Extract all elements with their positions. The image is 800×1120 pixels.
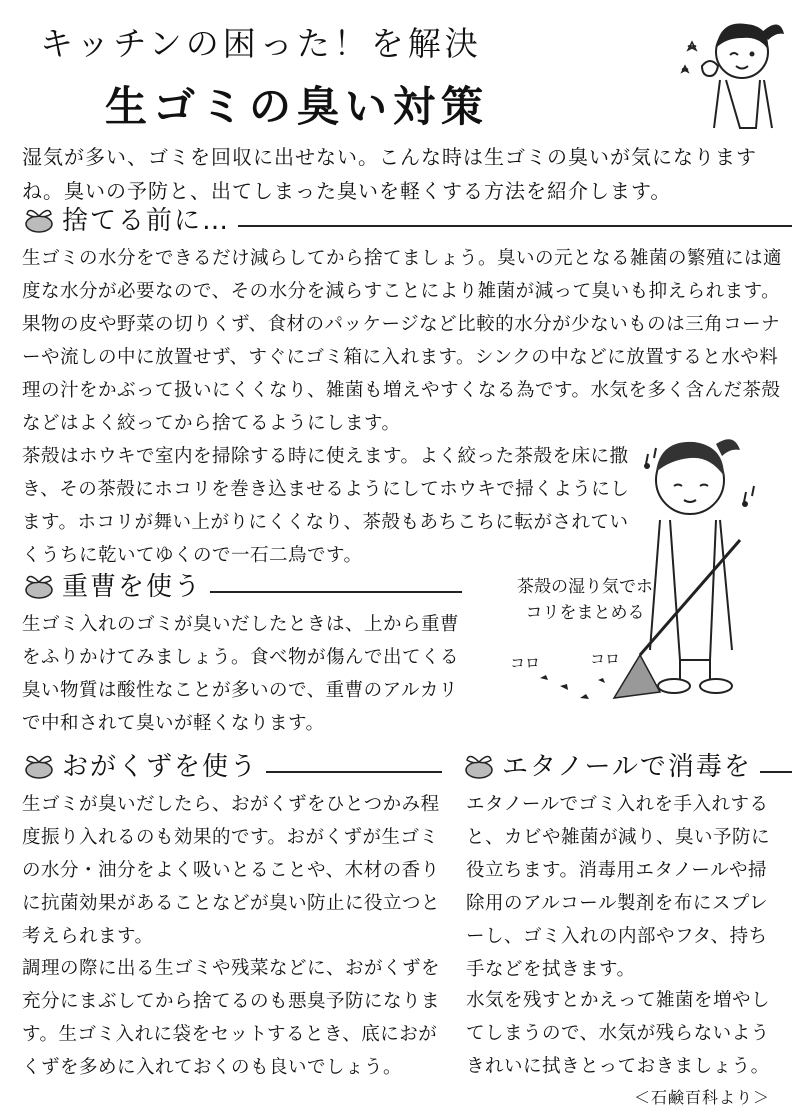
baking-soda-paragraph: 生ゴミ入れのゴミが臭いだしたときは、上から重曹をふりかけてみましょう。食べ物が傷んで出てくる臭い物質は酸性なことが多いので、重曹のアルカリで中和されて臭いが軽くなります。 bbox=[22, 614, 460, 734]
sawdust-paragraph-1: 生ゴミが臭いだしたら、おがくずをひとつかみ程度振り入れるのも効果的です。おがくずが生ゴミの水分・油分をよく吸いとることや、木材の香りに抗菌効果があることなどが臭い防止に役立つと考えられます。 bbox=[22, 794, 441, 947]
heading-rule bbox=[760, 757, 792, 773]
heading-baking-soda-label: 重曹を使う bbox=[62, 572, 203, 602]
heading-before-label: 捨てる前に… bbox=[62, 206, 231, 236]
page-title-line1: キッチンの困った！を解決 bbox=[40, 24, 482, 63]
ethanol-paragraph-2: 水気を残すとかえって雑菌を増やしてしまうので、水気が残らないようきれいに拭きとっておきましょう。 bbox=[466, 990, 771, 1077]
heading-ethanol-label: エタノールで消毒を bbox=[502, 752, 752, 782]
bud-icon bbox=[22, 205, 56, 233]
sweeping-girl-illustration bbox=[510, 410, 790, 710]
ethanol-paragraph-1: エタノールでゴミ入れを手入れすると、カビや雑菌が減り、臭い予防に役立ちます。消毒用エタノールや掃除用のアルコール製剤を布にスプレーし、ゴミ入れの内部やフタ、持ち手などを拭きます。 bbox=[466, 794, 771, 980]
sound-effect-1: コロ bbox=[510, 654, 541, 672]
bud-icon bbox=[22, 751, 56, 779]
heading-rule bbox=[238, 211, 792, 227]
bud-icon bbox=[462, 751, 496, 779]
page-title-line2: 生ゴミの臭い対策 bbox=[105, 82, 490, 131]
winking-girl-illustration bbox=[680, 10, 790, 130]
heading-sawdust-label: おがくずを使う bbox=[62, 752, 259, 782]
section-heading-before bbox=[22, 200, 792, 237]
section-heading-baking-soda bbox=[22, 566, 462, 603]
before-paragraph-2: 茶殻はホウキで室内を掃除する時に使えます。よく絞った茶殻を床に撒き、その茶殻にホコリを巻き込ませるようにしてホウキで掃くようにします。ホコリが舞い上がりにくくなり、茶殻もあちこちに転がされていくうちに乾いてゆくので一石二鳥です。 bbox=[22, 446, 630, 566]
section-heading-sawdust bbox=[22, 746, 442, 783]
source-credit: ＜石鹸百科より＞ bbox=[633, 1088, 770, 1107]
sawdust-paragraph-2: 調理の際に出る生ゴミや残菜などに、おがくずを充分にまぶしてから捨てるのも悪臭予防になります。生ゴミ入れに袋をセットするとき、底におがくずを多めに入れておくのも良いでしょう。 bbox=[22, 958, 441, 1078]
heading-rule bbox=[266, 757, 442, 773]
intro-text: 湿気が多い、ゴミを回収に出せない。こんな時は生ゴミの臭いが気になりますね。臭いの予防と、出てしまった臭いを軽くする方法を紹介します。 bbox=[22, 145, 757, 203]
before-paragraph-1: 生ゴミの水分をできるだけ減らしてから捨てましょう。臭いの元となる雑菌の繁殖には適度な水分が必要なので、その水分を減らすことにより雑菌が減って臭いも抑えられます。果物の皮や野菜の切りくず、食材のパッケージなど比較的水分が少ないものは三角コーナーや流しの中に放置せず、すぐにゴミ箱に入れます。シンクの中などに放置すると水や料理の汁をかぶって扱いにくくなり、雑菌も増えやすくなる為です。水気を多く含んだ茶殻などはよく絞ってから捨てるようにします。 bbox=[22, 248, 783, 434]
heading-rule bbox=[210, 577, 462, 593]
sound-effect-2: コロ bbox=[590, 650, 621, 668]
bud-icon bbox=[22, 571, 56, 599]
illustration-caption: 茶殻の湿り気でホコリをまとめる bbox=[517, 577, 653, 623]
section-heading-ethanol bbox=[462, 746, 792, 783]
